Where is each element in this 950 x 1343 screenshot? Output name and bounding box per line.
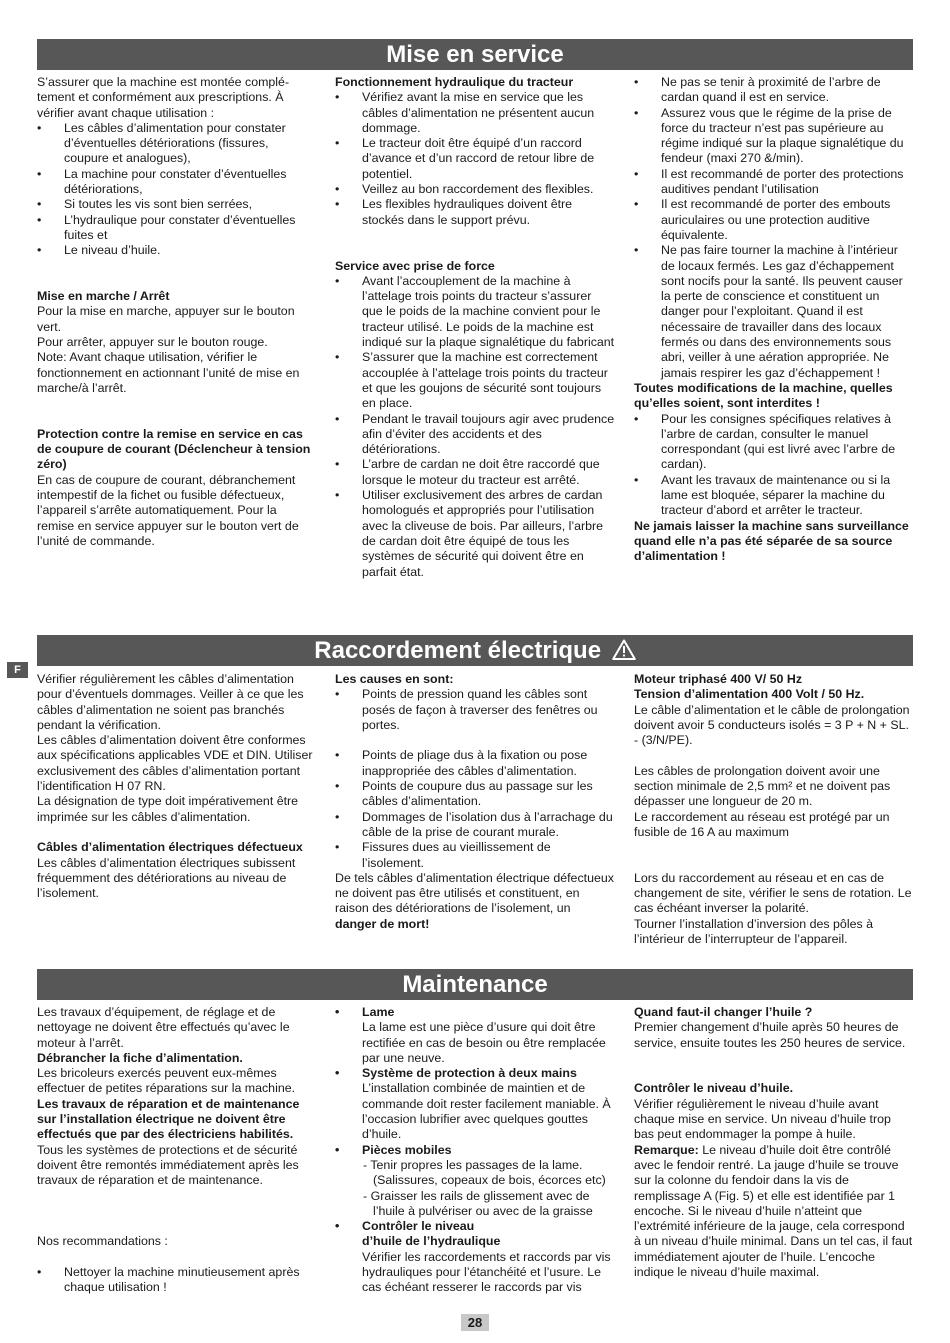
list-item: • Assurez vous que le régime de la prise de force du tracteur n’est pas supérieure au régime indiqué sur la plaque signalétique du fendeur (maxi 270 &/min). xyxy=(634,106,912,167)
paragraph: Vérifier régulièrement le niveau d’huile avant chaque mise en service. Un niveau d’huile trop bas peut endommager la pompe à huile. xyxy=(634,1096,891,1142)
paragraph: Pour la mise en marche, appuyer sur le bouton vert. xyxy=(37,304,295,334)
list-item: • Pendant le travail toujours agir avec prudence afin d’éviter des accidents et des détériorations. xyxy=(335,412,615,458)
paragraph: En cas de coupure de courant, débranchement intempestif de la fichet ou fusible défectueux, l’appareil s’arrête automatiquement. Pour la remise en service appuyer sur le bouton vert de l’unité de commande. xyxy=(37,472,299,548)
paragraph: Vérifier les raccordements et raccords par vis hydrauliques pour l’étanchéité et l’usure. Le cas échéant resserer le raccords par vis xyxy=(362,1249,611,1295)
bullet-list xyxy=(335,90,615,228)
list-item: • S’assurer que la machine est correctement accouplée à l’attelage trois points du tracteur et que les goujons de sécurité sont toujours en place. xyxy=(335,350,615,411)
dash-item: - Graisser les rails de glissement avec de l’huile à pulvériser ou avec de la graisse xyxy=(363,1188,593,1218)
list-item: • Avant l’accouplement de la machine à l’attelage trois points du tracteur s’assurer que le poids de la machine convient pour le tracteur utilisé. Le poids de la machine est indiqué sur la plaque signalétique du fabricant xyxy=(335,274,615,350)
dash-item: - Tenir propres les passages de la lame. (Salissures, copeaux de bois, écorces etc) xyxy=(363,1157,606,1188)
s1-column-2 xyxy=(335,75,615,580)
list-item: • Le tracteur doit être équipé d’un raccord d’avance et d’un raccord de retour libre de potentiel. xyxy=(335,136,615,182)
list-item: • Points de pression quand les câbles sont posés de façon à traverser des fenêtres ou portes. xyxy=(335,687,615,733)
list-item-label: • Lame xyxy=(335,1005,617,1020)
warning-triangle-icon xyxy=(612,639,636,660)
subheading: Contrôler le niveau d’huile. xyxy=(634,1081,794,1096)
list-item-label: • Pièces mobiles xyxy=(335,1143,617,1158)
list-item: • L’hydraulique pour constater d’éventuelles fuites et xyxy=(37,213,315,244)
list-item-label: • Système de protection à deux mains xyxy=(335,1066,617,1081)
list-item: • Les câbles d’alimentation pour constater d’éventuelles détériorations (fissures, coupure et analogues), xyxy=(37,121,315,167)
list-item: • Dommages de l’isolation dus à l’arrachage du câble de la prise de courant murale. xyxy=(335,810,615,841)
paragraph: De tels câbles d’alimentation électrique défectueux ne doivent pas être utilisés et constituent, en raison des détériorations de l’isolement, un danger de mort! xyxy=(335,870,614,931)
list-item: • Ne pas se tenir à proximité de l’arbre de cardan quand il est en service. xyxy=(634,75,912,106)
section-title-raccordement-electrique: Raccordement électrique xyxy=(37,635,913,666)
bullet-list xyxy=(634,75,912,381)
list-item: • Nettoyer la machine minutieusement après chaque utilisation ! xyxy=(37,1265,317,1296)
danger-text: danger de mort! xyxy=(335,916,430,931)
s2-column-2 xyxy=(335,672,615,932)
paragraph: Tous les systèmes de protections et de sécurité doivent être remontés immédiatement après les travaux de réparation et de maintenance. xyxy=(37,1142,299,1188)
list-item: • Points de pliage dus à la fixation ou pose inappropriée des câbles d’alimentation. xyxy=(335,748,615,779)
paragraph: La désignation de type doit impérativement être imprimée sur les câbles d’alimentation. xyxy=(37,794,299,824)
paragraph: Vérifier régulièrement les câbles d’alimentation pour d’éventuels dommages. Veiller à ce que les câbles d’alimentation ne soient pas branchés pendant la vérification. xyxy=(37,672,304,732)
list-item-label-cont: d’huile de l’hydraulique xyxy=(362,1234,501,1249)
subheading: Mise en marche / Arrêt xyxy=(37,289,170,304)
s1-column-3 xyxy=(634,75,912,565)
bullet-list xyxy=(37,1265,317,1296)
list-item: • Fissures dues au vieillissement de l’isolement. xyxy=(335,840,615,871)
paragraph: Les travaux d’équipement, de réglage et de nettoyage ne doivent être effectués qu’avec le moteur à l’arrêt. xyxy=(37,1005,290,1050)
list-item: • Ne pas faire tourner la machine à l’intérieur de locaux fermés. Les gaz d’échappement sont nocifs pour la santé. Ils peuvent causer la perte de conscience et constituent un danger pour l’exploitant. Quand il est nécessaire de travailler dans des locaux fermés ou dans des environnements sous abri, veiller à une aération appropriée. Ne jamais respirer les gaz d’échappement ! xyxy=(634,243,912,381)
paragraph: Les câbles de prolongation doivent avoir une section minimale de 2,5 mm² et ne doivent pas dépasser une longueur de 20 m. xyxy=(634,763,891,809)
paragraph: L’installation combinée de maintien et de commande doit rester facilement maniable. À l’occasion lubrifier avec quelques gouttes d’huile. xyxy=(362,1081,611,1142)
paragraph: Les câbles d’alimentation doivent être conformes aux spécifications applicables VDE et DIN. Utiliser exclusivement des câbles d’alimentation portant l’identification H 07 RN. xyxy=(37,733,313,794)
list-item: • Utiliser exclusivement des arbres de cardan homologués et appropriés pour l’utilisation avec la cliveuse de bois. Par ailleurs, l’arbre de cardan doit être équipé de tous les systèmes de sécurité qui doivent être en parfait état. xyxy=(335,488,615,580)
paragraph: Les bricoleurs exercés peuvent eux-mêmes effectuer de petites réparations sur la machine. xyxy=(37,1066,296,1096)
s3-column-1 xyxy=(37,1005,317,1296)
subheading: Quand faut-il changer l’huile ? xyxy=(634,1005,813,1019)
list-item-label: • Contrôler le niveau xyxy=(335,1219,617,1234)
s2-column-3 xyxy=(634,672,914,947)
subheading: Les causes en sont: xyxy=(335,672,454,686)
s3-column-3 xyxy=(634,1005,914,1280)
list-item: • Le niveau d’huile. xyxy=(37,243,315,258)
paragraph: Lors du raccordement au réseau et en cas de changement de site, vérifier le sens de rotation. Le cas échéant inverser la polarité. xyxy=(634,870,912,916)
section-title-mise-en-service: Mise en service xyxy=(37,39,913,70)
list-item: • Si toutes les vis sont bien serrées, xyxy=(37,197,315,212)
bullet-list xyxy=(335,274,615,580)
bullet-list xyxy=(634,412,912,519)
paragraph: Les câbles d’alimentation électriques subissent fréquemment des détériorations au niveau de l’isolement. xyxy=(37,855,296,901)
list-item: • Il est recommandé de porter des embouts auriculaires ou une protection auditive équivalente. xyxy=(634,197,912,243)
bullet-list xyxy=(335,687,615,733)
subheading: Câbles d’alimentation électriques défectueux xyxy=(37,840,303,855)
paragraph: Premier changement d’huile après 50 heures de service, ensuite toutes les 250 heures de service. xyxy=(634,1020,906,1050)
list-item: • La machine pour constater d’éventuelles détériorations, xyxy=(37,167,315,198)
remark-label: Remarque: xyxy=(634,1142,699,1157)
s3-column-2 xyxy=(335,1005,617,1296)
list-item: • Pour les consignes spécifiques relatives à l’arbre de cardan, consulter le manuel correspondant (qui est livré avec l’arbre de cardan). xyxy=(634,412,912,473)
list-item: • Veillez au bon raccordement des flexibles. xyxy=(335,182,615,197)
list-item: • Points de coupure dus au passage sur les câbles d’alimentation. xyxy=(335,779,615,810)
list-item: • Les flexibles hydrauliques doivent être stockés dans le support prévu. xyxy=(335,197,615,228)
subheading: Moteur triphasé 400 V/ 50 Hz xyxy=(634,672,803,686)
paragraph: Pour arrêter, appuyer sur le bouton rouge. xyxy=(37,335,268,350)
paragraph: Tourner l’installation d’inversion des pôles à l’intérieur de l’interrupteur de l’appareil. xyxy=(634,916,873,947)
s2-column-1 xyxy=(37,672,317,901)
s1-column-1 xyxy=(37,75,315,549)
subheading: Protection contre la remise en service en cas de coupure de courant (Déclencheur à tension zéro) xyxy=(37,426,311,472)
paragraph: Nos recommandations : xyxy=(37,1234,168,1249)
maintenance-list xyxy=(335,1005,617,1020)
paragraph: S’assurer que la machine est montée complé-tement et conformément aux prescriptions. À vérifier avant chaque utilisation : xyxy=(37,75,290,120)
paragraph: La lame est une pièce d’usure qui doit être rectifiée en cas de besoin ou être remplacée par une neuve. xyxy=(362,1020,606,1065)
warning-text: Toutes modifications de la machine, quelles qu’elles soient, sont interdites ! xyxy=(634,380,893,411)
bold-instruction: Débrancher la fiche d’alimentation. xyxy=(37,1050,243,1065)
paragraph: Le câble d’alimentation et le câble de prolongation doivent avoir 5 conducteurs isolés = 3 P + N + SL. - (3/N/PE). xyxy=(634,702,910,748)
paragraph: Le raccordement au réseau est protégé par un fusible de 16 A au maximum xyxy=(634,809,890,839)
bold-instruction: Les travaux de réparation et de maintenance sur l’installation électrique ne doivent être effectués que par des électriciens habilités. xyxy=(37,1096,300,1142)
warning-text: Ne jamais laisser la machine sans surveillance quand elle n’a pas été séparée de sa source d’alimentation ! xyxy=(634,518,909,564)
subheading: Service avec prise de force xyxy=(335,258,495,273)
bullet-list xyxy=(37,121,315,259)
page-number: 28 xyxy=(461,1314,489,1331)
list-item: • Vérifiez avant la mise en service que les câbles d’alimentation ne présentent aucun dommage. xyxy=(335,90,615,136)
section-title-maintenance: Maintenance xyxy=(37,969,913,1000)
language-tab: F xyxy=(7,662,28,678)
subheading: Fonctionnement hydraulique du tracteur xyxy=(335,75,574,89)
list-item: • Avant les travaux de maintenance ou si la lame est bloquée, séparer la machine du tracteur d’abord et arrêter le tracteur. xyxy=(634,473,912,519)
paragraph: Note: Avant chaque utilisation, vérifier le fonctionnement en actionnant l’unité de mise en marche/à l’arrêt. xyxy=(37,350,300,395)
list-item: • Il est recommandé de porter des protections auditives pendant l’utilisation xyxy=(634,167,912,198)
list-item: • L’arbre de cardan ne doit être raccordé que lorsque le moteur du tracteur est arrêté. xyxy=(335,457,615,488)
bullet-list xyxy=(335,748,615,870)
paragraph: Remarque: Le niveau d’huile doit être contrôlé avec le fendoir rentré. La jauge d’huile se trouve sur la colonne du fendoir dans la vis de remplissage A (Fig. 5) et elle est identifiée par 1 encoche. Si le niveau d’huile n’atteint que l’extrémité inférieure de la jauge, cela correspond à un niveau d’huile minimal. Dans un tel cas, il faut immédiatement ajouter de l’huile. L’encoche indique le niveau d’huile maximal. xyxy=(634,1142,913,1280)
subheading: Tension d’alimentation 400 Volt / 50 Hz. xyxy=(634,687,865,702)
